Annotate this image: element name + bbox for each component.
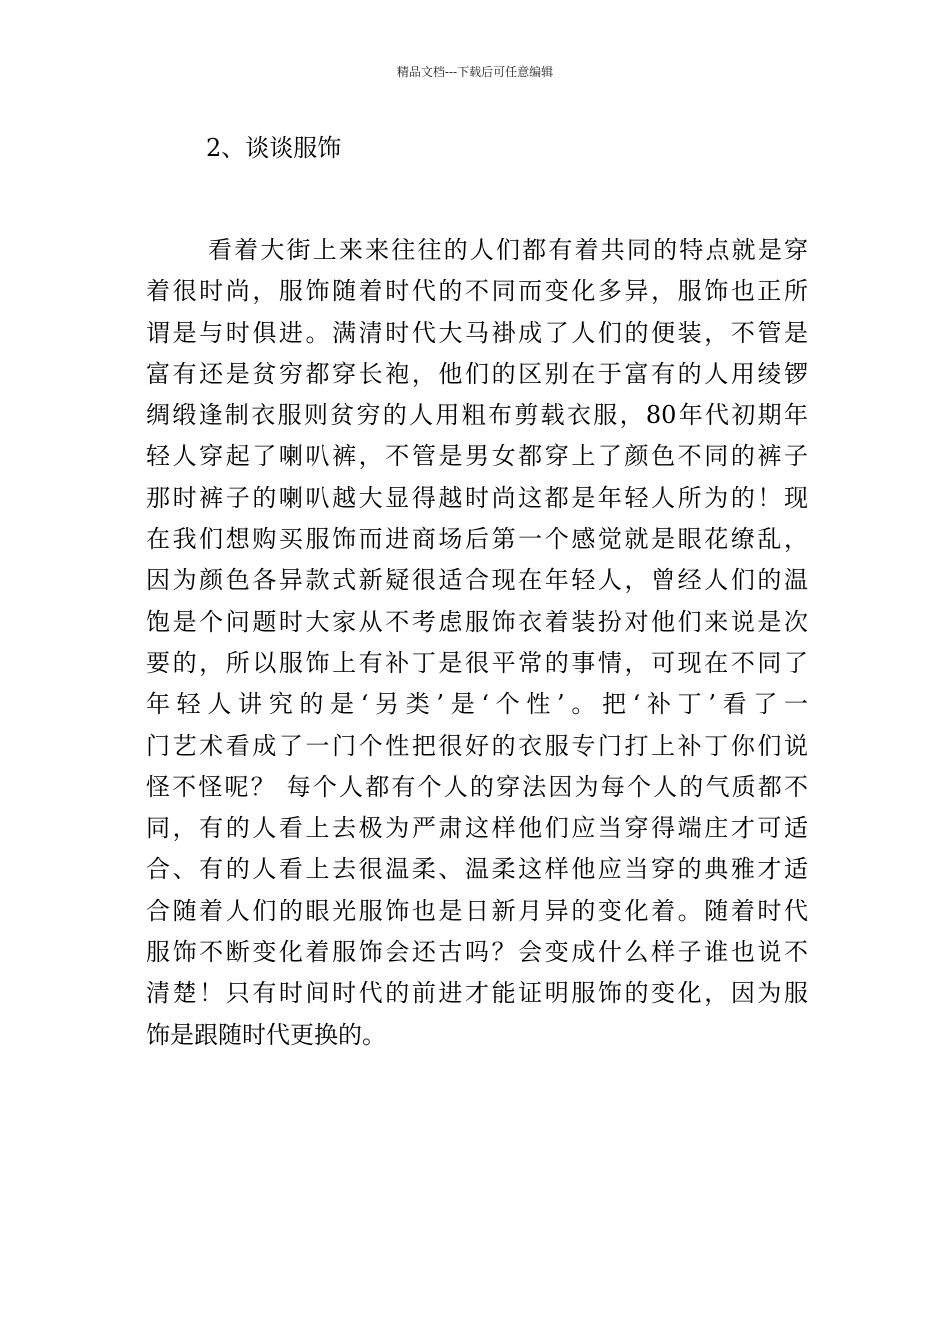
paragraph-line: 年轻人讲究的是‘另类’是‘个性’。把‘补丁’看了一 [146,690,808,719]
paragraph-line: 清楚！只有时间时代的前进才能证明服饰的变化，因为服 [146,979,808,1008]
paragraph-line: 那时裤子的喇叭越大显得越时尚这都是年轻人所为的！现 [146,483,808,512]
paragraph-line: 同，有的人看上去极为严肃这样他们应当穿得端庄才可适 [146,814,808,843]
paragraph-line: 合、有的人看上去很温柔、温柔这样他应当穿的典雅才适 [146,855,808,884]
document-heading: 2、谈谈服饰 [206,134,342,162]
paragraph-line: 要的，所以服饰上有补丁是很平常的事情，可现在不同了 [146,648,808,677]
paragraph-line: 着很时尚，服饰随着时代的不同而变化多异，服饰也正所 [146,277,808,306]
paragraph-line: 绸缎逢制衣服则贫穷的人用粗布剪载衣服，80年代初期年 [146,401,808,430]
paragraph-line: 合随着人们的眼光服饰也是日新月异的变化着。随着时代 [146,896,808,925]
paragraph-line: 在我们想购买服饰而进商场后第一个感觉就是眼花缭乱， [146,525,808,554]
page-header: 精品文档---下载后可任意编辑 [396,65,554,79]
paragraph-line: 怪不怪呢？ 每个人都有个人的穿法因为每个人的气质都不 [146,772,808,801]
paragraph-line: 因为颜色各异款式新疑很适合现在年轻人，曾经人们的温 [146,566,808,595]
paragraph-line: 富有还是贫穷都穿长袍，他们的区别在于富有的人用绫锣 [146,359,808,388]
document-body [146,230,808,1056]
paragraph-line: 门艺术看成了一门个性把很好的衣服专门打上补丁你们说 [146,731,808,760]
paragraph-line: 轻人穿起了喇叭裤，不管是男女都穿上了颜色不同的裤子 [146,442,808,471]
paragraph-line: 饱是个问题时大家从不考虑服饰衣着装扮对他们来说是次 [146,607,808,636]
paragraph-line-last: 饰是跟随时代更换的。 [146,1020,386,1049]
paragraph-line: 服饰不断变化着服饰会还古吗？会变成什么样子谁也说不 [146,938,808,967]
paragraph-line: 看着大街上来来往往的人们都有着共同的特点就是穿 [208,236,808,264]
paragraph-line: 谓是与时俱进。满清时代大马褂成了人们的便装，不管是 [146,318,808,347]
